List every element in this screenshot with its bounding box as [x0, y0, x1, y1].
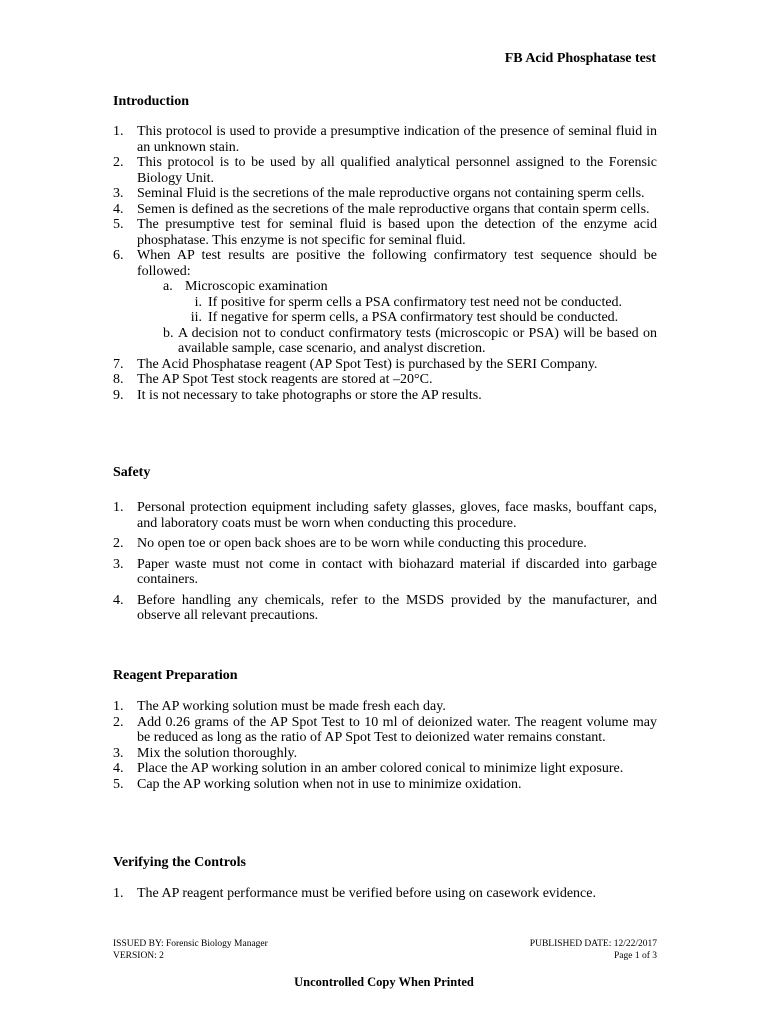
list-item: 1. Personal protection equipment including safety glasses, gloves, face masks, bouffant caps, and laboratory coats must be worn when conducting this procedure.: [113, 500, 657, 531]
section-heading-safety: Safety: [113, 465, 151, 480]
list-item: 8. The AP Spot Test stock reagents are stored at –20°C.: [113, 372, 433, 387]
list-item: 3. Paper waste must not come in contact with biohazard material if discarded into garbage containers.: [113, 556, 657, 587]
list-item: 4. Semen is defined as the secretions of the male reproductive organs that contain sperm cells.: [113, 201, 650, 217]
list-item: 3. Mix the solution thoroughly.: [113, 745, 298, 761]
list-item: 5. The presumptive test for seminal fluid is based upon the detection of the enzyme acid phosphatase. This enzyme is not specific for seminal fluid.: [113, 217, 657, 248]
sub-item-a-ii: ii. If negative for sperm cells, a PSA confirmatory test should be conducted.: [190, 310, 619, 325]
sub-item-a: a. Microscopic examination: [163, 279, 328, 294]
uncontrolled-copy-notice: Uncontrolled Copy When Printed: [294, 975, 474, 989]
introduction-list: [113, 124, 657, 403]
document-title: FB Acid Phosphatase test: [504, 51, 656, 66]
footer-left: [113, 938, 268, 962]
sub-item-a-i: i. If positive for sperm cells a PSA confirmatory test need not be conducted.: [194, 294, 623, 310]
version: VERSION: 2: [113, 951, 164, 961]
list-item: 1. The AP reagent performance must be verified before using on casework evidence.: [113, 886, 596, 901]
list-item: 6. When AP test results are positive the following confirmatory test sequence should be followed: a. Microscopic examination i. If positive for sperm cells a PSA confirmatory test need not be conducted. ii. If negative for sperm cells, a PSA confirmatory test should be conducted. b. A decision not to conduct confirmatory tests (microscopic or PSA) will be based on available sample, case scenario, and analyst discretion.: [113, 248, 657, 356]
issued-by: ISSUED BY: Forensic Biology Manager: [113, 939, 268, 949]
published-date: PUBLISHED DATE: 12/22/2017: [529, 939, 657, 949]
safety-list: [113, 500, 657, 629]
sub-item-b: b. A decision not to conduct confirmatory tests (microscopic or PSA) will be based on available sample, case scenario, and analyst discretion.: [163, 325, 657, 356]
controls-list: [113, 886, 657, 902]
section-heading-reagent-preparation: Reagent Preparation: [113, 668, 238, 683]
footer-right: [530, 938, 657, 962]
list-item: 1. The AP working solution must be made fresh each day.: [113, 699, 446, 714]
list-item: 9. It is not necessary to take photographs or store the AP results.: [113, 387, 482, 403]
list-item: 5. Cap the AP working solution when not in use to minimize oxidation.: [113, 776, 522, 792]
page-number: Page 1 of 3: [613, 951, 657, 961]
list-item: 3. Seminal Fluid is the secretions of the male reproductive organs not containing sperm cells.: [113, 186, 645, 201]
list-item: 1. This protocol is used to provide a presumptive indication of the presence of seminal fluid in an unknown stain.: [113, 124, 657, 155]
list-item: 2. This protocol is to be used by all qualified analytical personnel assigned to the Forensic Biology Unit.: [113, 155, 657, 186]
section-heading-verifying-controls: Verifying the Controls: [113, 855, 246, 870]
list-item: 7. The Acid Phosphatase reagent (AP Spot Test) is purchased by the SERI Company.: [113, 356, 598, 372]
section-heading-introduction: Introduction: [113, 94, 189, 109]
list-item: 2. Add 0.26 grams of the AP Spot Test to 10 ml of deionized water. The reagent volume may be reduced as long as the ratio of AP Spot Test to deionized water remains constant.: [113, 714, 657, 745]
list-item: 4. Place the AP working solution in an amber colored conical to minimize light exposure.: [113, 761, 624, 776]
list-item: 2. No open toe or open back shoes are to be worn while conducting this procedure.: [113, 536, 587, 551]
list-item: 4. Before handling any chemicals, refer to the MSDS provided by the manufacturer, and observe all relevant precautions.: [113, 592, 657, 623]
reagent-list: [113, 699, 657, 792]
